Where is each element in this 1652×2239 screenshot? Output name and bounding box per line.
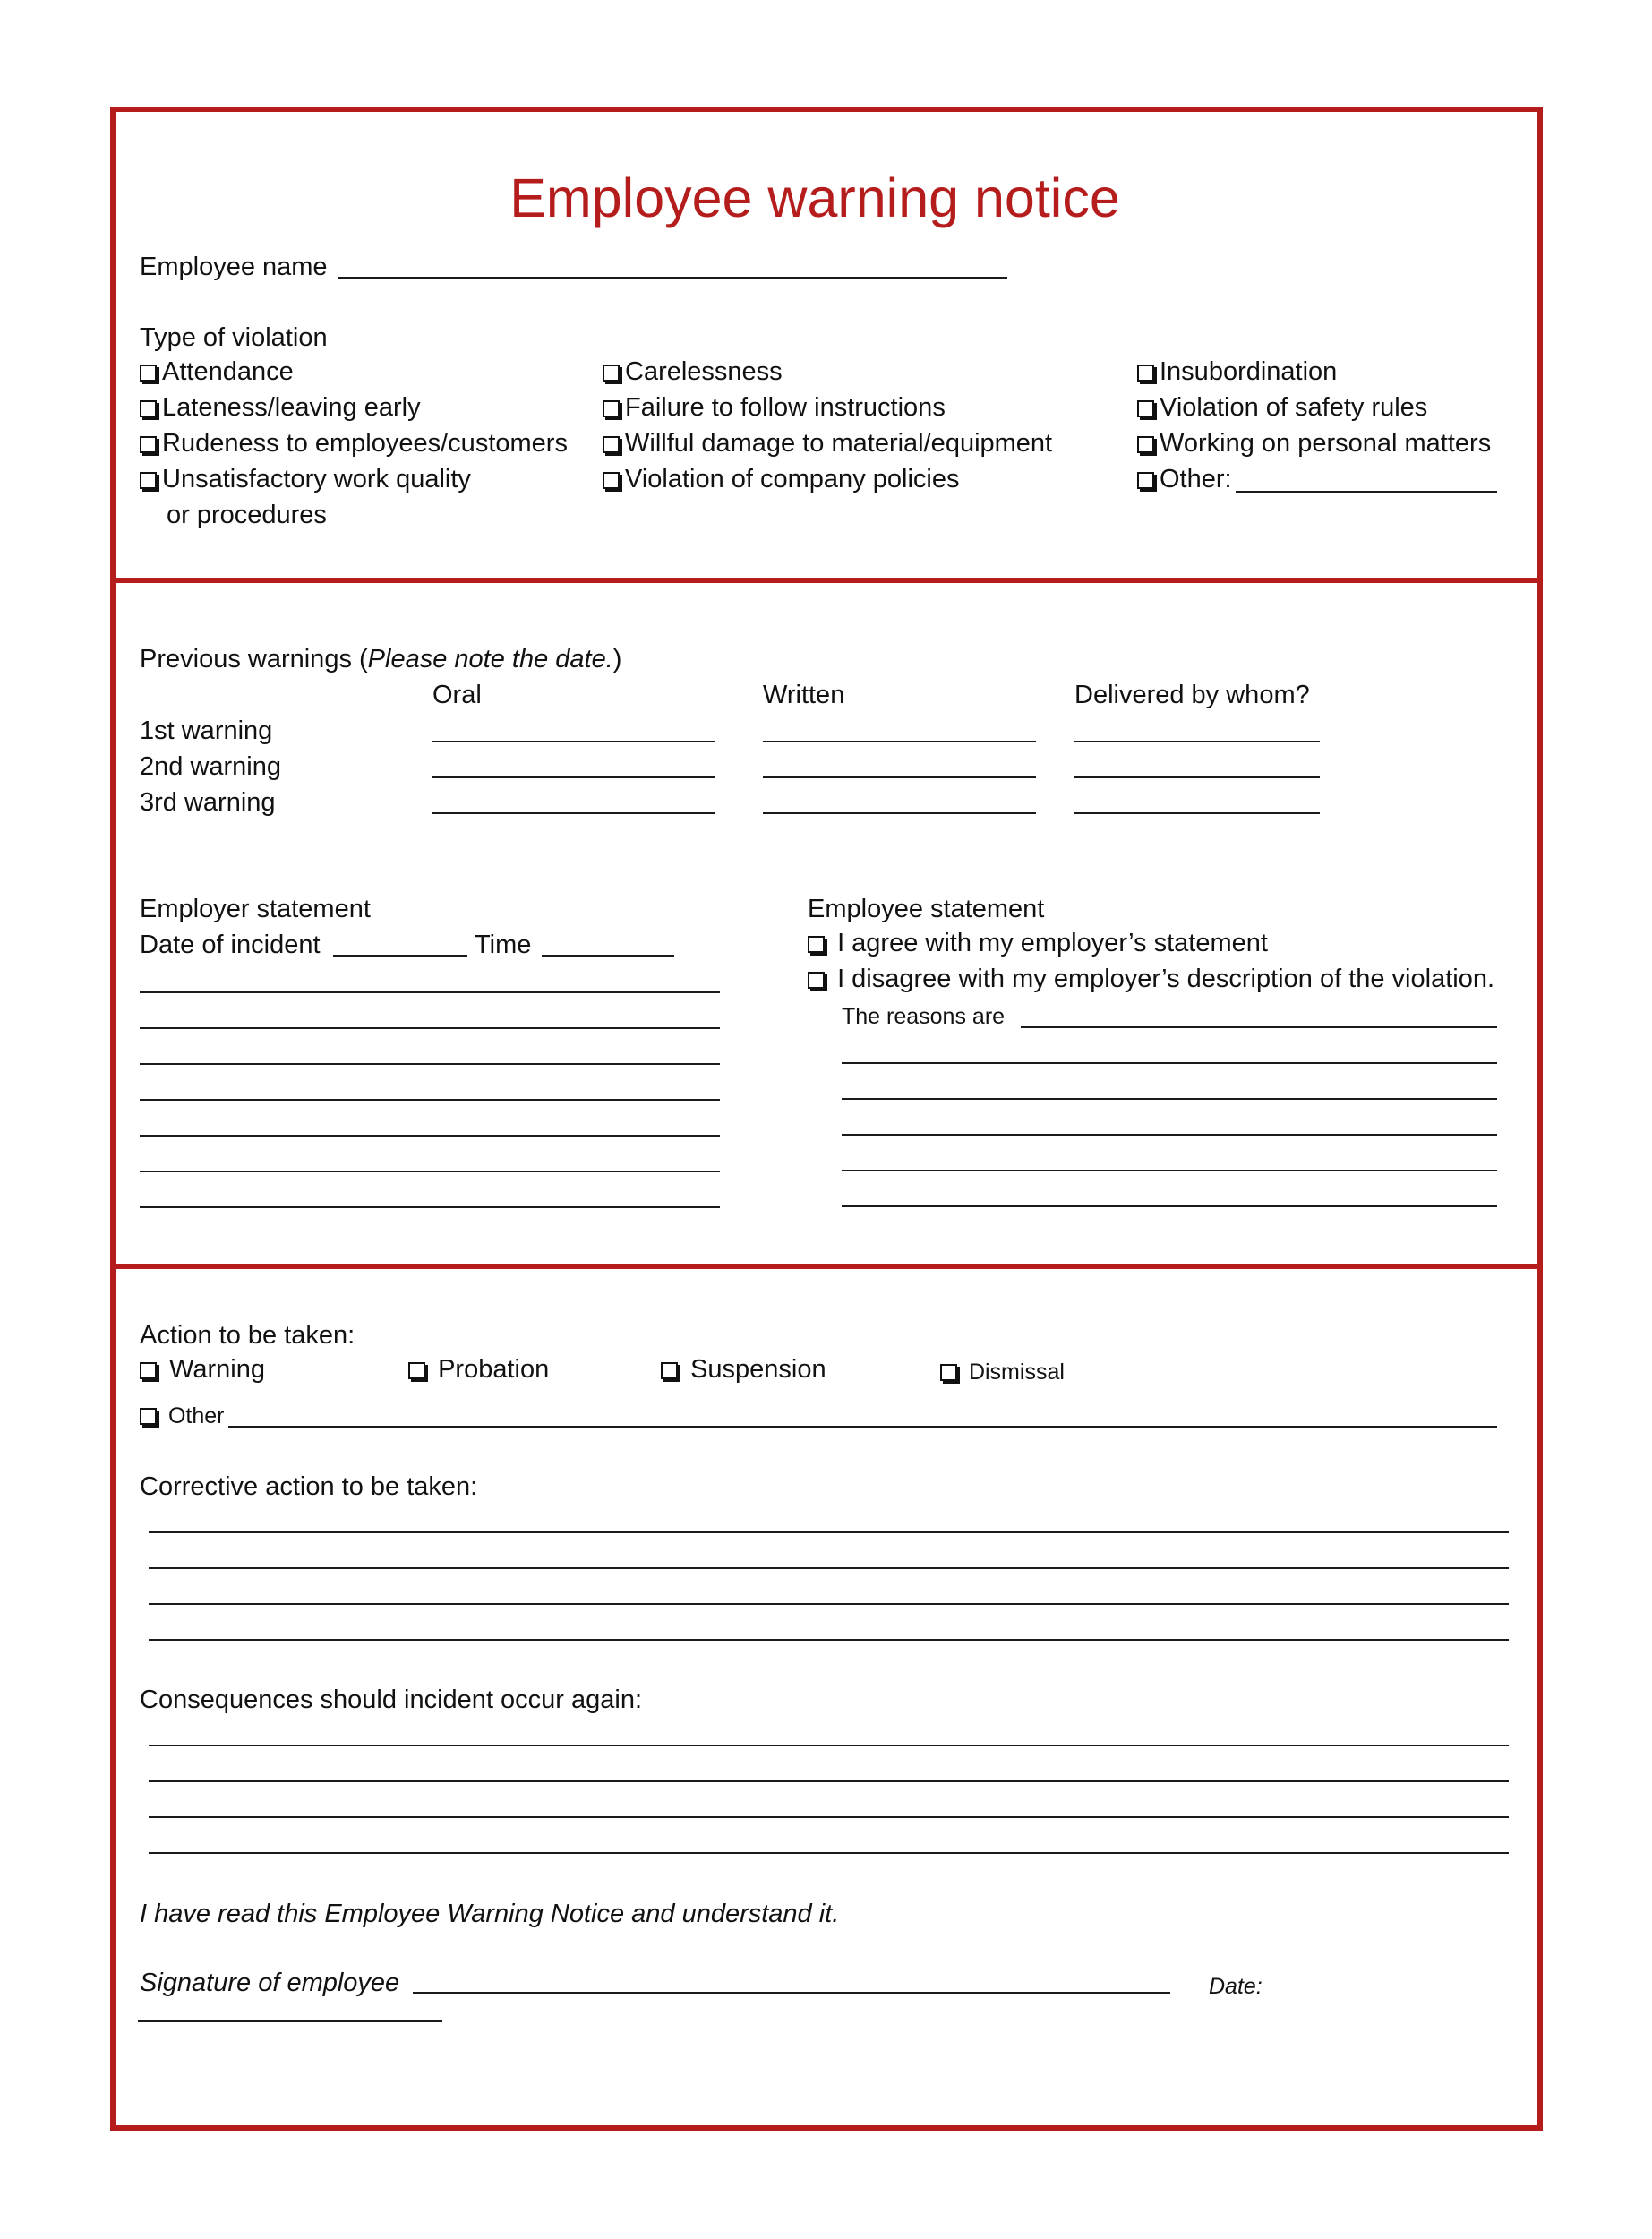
employee-name-field[interactable] <box>338 277 1007 279</box>
date-of-incident-field[interactable] <box>333 955 467 957</box>
row-label-2nd-warning: 2nd warning <box>140 752 281 781</box>
checkbox-icon <box>940 1364 957 1381</box>
header-oral: Oral <box>432 681 482 709</box>
checkbox-icon <box>603 400 620 417</box>
section-divider-1 <box>110 578 1543 583</box>
employee-name-label: Employee name <box>140 253 328 281</box>
checkbox-carelessness[interactable]: Carelessness <box>603 356 783 387</box>
checkbox-safety-rules[interactable]: Violation of safety rules <box>1137 392 1427 423</box>
form-title: Employee warning notice <box>509 167 1120 228</box>
signature-label: Signature of employee <box>140 1969 400 1997</box>
checkbox-icon <box>140 436 157 453</box>
consequences-line[interactable] <box>149 1816 1509 1818</box>
checkbox-icon <box>1137 472 1154 489</box>
consequences-line[interactable] <box>149 1852 1509 1854</box>
previous-warnings-label: Previous warnings (Please note the date.) <box>140 645 622 673</box>
employer-statement-line[interactable] <box>140 1027 720 1029</box>
checkbox-icon <box>808 936 825 953</box>
checkbox-icon <box>408 1362 425 1379</box>
corrective-action-label: Corrective action to be taken: <box>140 1472 478 1501</box>
reasons-line[interactable] <box>842 1098 1497 1100</box>
delivered-1st-field[interactable] <box>1074 741 1320 742</box>
row-label-3rd-warning: 3rd warning <box>140 788 276 817</box>
checkbox-willful-damage[interactable]: Willful damage to material/equipment <box>603 428 1052 459</box>
checkbox-icon <box>140 365 157 382</box>
checkbox-personal-matters[interactable]: Working on personal matters <box>1137 428 1491 459</box>
oral-1st-field[interactable] <box>432 741 715 742</box>
written-2nd-field[interactable] <box>763 776 1036 778</box>
type-of-violation-label: Type of violation <box>140 323 328 352</box>
employer-statement-line[interactable] <box>140 1206 720 1208</box>
checkbox-other-action[interactable]: Other <box>140 1401 224 1431</box>
checkbox-disagree[interactable]: I disagree with my employer’s description of the violation. <box>808 964 1494 994</box>
written-3rd-field[interactable] <box>763 812 1036 814</box>
acknowledgement-text: I have read this Employee Warning Notice and understand it. <box>140 1900 840 1928</box>
corrective-action-line[interactable] <box>149 1531 1509 1533</box>
checkbox-probation[interactable]: Probation <box>408 1354 549 1385</box>
checkbox-icon <box>808 972 825 989</box>
date-label: Date: <box>1209 1974 1263 1999</box>
employer-statement-line[interactable] <box>140 1063 720 1065</box>
checkbox-lateness[interactable]: Lateness/leaving early <box>140 392 421 423</box>
consequences-line[interactable] <box>149 1745 1509 1746</box>
employer-statement-label: Employer statement <box>140 895 371 923</box>
checkbox-insubordination[interactable]: Insubordination <box>1137 356 1337 387</box>
checkbox-icon <box>140 472 157 489</box>
checkbox-icon <box>140 1362 157 1379</box>
date-of-incident-label: Date of incident <box>140 931 321 959</box>
checkbox-icon <box>603 436 620 453</box>
signature-field[interactable] <box>413 1992 1170 1994</box>
checkbox-agree[interactable]: I agree with my employer’s statement <box>808 928 1268 958</box>
checkbox-rudeness[interactable]: Rudeness to employees/customers <box>140 428 568 459</box>
consequences-line[interactable] <box>149 1780 1509 1782</box>
corrective-action-line[interactable] <box>149 1567 1509 1569</box>
corrective-action-line[interactable] <box>149 1639 1509 1641</box>
checkbox-icon <box>603 365 620 382</box>
reasons-line[interactable] <box>842 1205 1497 1207</box>
checkbox-failure-to-follow[interactable]: Failure to follow instructions <box>603 392 946 423</box>
time-label: Time <box>475 931 532 959</box>
action-to-be-taken-label: Action to be taken: <box>140 1321 355 1350</box>
delivered-2nd-field[interactable] <box>1074 776 1320 778</box>
checkbox-icon <box>140 1408 157 1425</box>
checkbox-icon <box>661 1362 678 1379</box>
checkbox-unsatisfactory-work[interactable]: Unsatisfactory work quality <box>140 464 471 494</box>
employer-statement-line[interactable] <box>140 1135 720 1137</box>
checkbox-suspension[interactable]: Suspension <box>661 1354 826 1385</box>
other-action-field[interactable] <box>228 1426 1497 1428</box>
header-written: Written <box>763 681 845 709</box>
time-field[interactable] <box>542 955 674 957</box>
reasons-line[interactable] <box>842 1062 1497 1064</box>
reasons-line[interactable] <box>842 1134 1497 1136</box>
checkbox-icon <box>1137 400 1154 417</box>
oral-3rd-field[interactable] <box>432 812 715 814</box>
checkbox-dismissal[interactable]: Dismissal <box>940 1357 1065 1387</box>
checkbox-violation-policies[interactable]: Violation of company policies <box>603 464 959 494</box>
employer-statement-line[interactable] <box>140 1099 720 1101</box>
written-1st-field[interactable] <box>763 741 1036 742</box>
consequences-label: Consequences should incident occur again: <box>140 1686 643 1714</box>
section-divider-2 <box>110 1264 1543 1269</box>
checkbox-attendance[interactable]: Attendance <box>140 356 294 387</box>
delivered-3rd-field[interactable] <box>1074 812 1320 814</box>
checkbox-icon <box>140 400 157 417</box>
employer-statement-line[interactable] <box>140 991 720 993</box>
reasons-field[interactable] <box>1021 1026 1497 1028</box>
checkbox-warning[interactable]: Warning <box>140 1354 265 1385</box>
checkbox-icon <box>1137 436 1154 453</box>
employee-statement-label: Employee statement <box>808 895 1045 923</box>
reasons-label: The reasons are <box>842 1004 1006 1029</box>
reasons-line[interactable] <box>842 1170 1497 1171</box>
checkbox-icon <box>603 472 620 489</box>
corrective-action-line[interactable] <box>149 1603 1509 1605</box>
date-field[interactable] <box>138 2020 442 2022</box>
other-violation-field[interactable] <box>1236 491 1497 493</box>
oral-2nd-field[interactable] <box>432 776 715 778</box>
header-delivered-by: Delivered by whom? <box>1074 681 1310 709</box>
checkbox-other-violation[interactable]: Other: <box>1137 464 1232 494</box>
employer-statement-line[interactable] <box>140 1171 720 1172</box>
unsatisfactory-work-continuation: or procedures <box>167 501 327 529</box>
row-label-1st-warning: 1st warning <box>140 716 273 745</box>
checkbox-icon <box>1137 365 1154 382</box>
